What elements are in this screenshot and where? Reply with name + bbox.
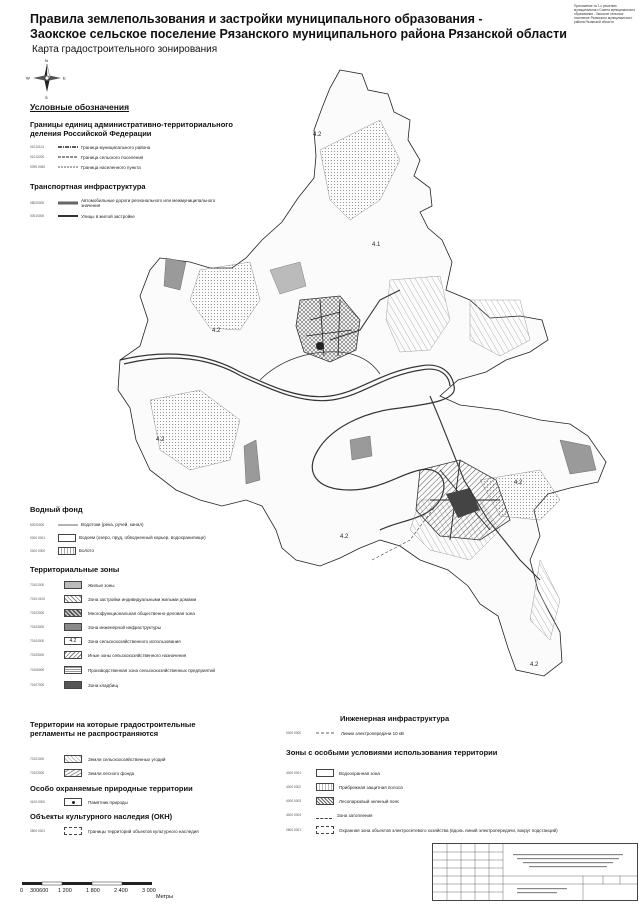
map-subtitle: Карта градостроительного зонирования: [32, 44, 218, 55]
engineering-zone-icon: [64, 623, 82, 631]
heritage-boundary-icon: [64, 827, 82, 835]
legend-item: 2800.0001 Границы территорий объектов культурного наследия: [30, 828, 199, 834]
title-block: [432, 843, 638, 901]
legend-admin: [30, 120, 233, 138]
title-line-1: Правила землепользования и застройки муниципального образования -: [30, 12, 483, 26]
legend-item: 4000.0003 Лесопарковый зеленый пояс: [286, 798, 400, 804]
title-line-2: Заокское сельское поселение Рязанского муниципального района Рязанской области: [30, 27, 567, 41]
green-belt-icon: [316, 797, 334, 805]
legend-item: 0000.0001 Водоем (озеро, пруд, обводненный карьер, водохранилище): [30, 535, 206, 540]
legend-item: 08020000 Автомобильные дороги регионального или межмуниципального значения: [30, 198, 216, 208]
swamp-icon: [58, 547, 76, 555]
legend-item: 70102000 Многофункциональная общественно-деловая зона: [30, 610, 195, 616]
legend-item: 0000.0000 Линии электропередачи 10 кВ: [286, 730, 404, 736]
oopt-title: Особо охраняемые природные территории: [30, 784, 193, 793]
legend-zouit-items: [286, 766, 586, 838]
legend-item: 4000.0002 Прибрежная защитная полоса: [286, 784, 403, 790]
legend-item: 70104000 4.2 Зона сельскохозяйственного использования: [30, 638, 181, 644]
legend-transport-items: [30, 196, 250, 222]
nongrad-title: Территории на которые градостроительные регламенты не распространяются: [30, 720, 196, 738]
legend-item: 2000.0000 Болото: [30, 548, 94, 553]
legend-item: 70101000 Земли сельскохозяйственных угодий: [30, 756, 166, 762]
business-zone-icon: [64, 609, 82, 617]
agri-production-zone-icon: [64, 666, 82, 674]
legend-item: 70105000 Иные зоны сельскохозяйственного назначения: [30, 652, 187, 658]
legend-item: 01010200 Граница сельского поселения: [30, 154, 144, 160]
svg-text:N: N: [45, 58, 48, 63]
map-label-1: 4.2: [313, 132, 322, 138]
svg-text:S: S: [45, 95, 48, 100]
transport-title: Транспортная инфраструктура: [30, 182, 146, 191]
power-grid-zone-icon: [316, 826, 334, 834]
legend-item: 70106000 Производственная зона сельскохозяйственных предприятий: [30, 667, 216, 673]
boundary-district-icon: [58, 145, 78, 149]
engineering-title: Инженерная инфраструктура: [340, 714, 450, 723]
agricultural-zone-icon: 4.2: [64, 637, 82, 645]
map-label-5: 4.2: [514, 480, 523, 486]
nature-monument-icon: [64, 798, 82, 806]
legend-nongrad-items: [30, 752, 260, 780]
boundary-settlement-icon: [58, 155, 78, 159]
legend-item: 70107000 Зона кладбищ: [30, 682, 119, 688]
regional-road-icon: [58, 201, 78, 205]
flood-zone-icon: [316, 812, 332, 819]
coastal-strip-icon: [316, 783, 334, 791]
map-label-7: 4.2: [530, 662, 539, 668]
scale-labels: 0 300600 1 200 1 800 2 400 3 000 Метры: [20, 888, 174, 900]
zones-title: Территориальные зоны: [30, 565, 120, 574]
legend-item: 4000.0001 Водоохранная зона: [286, 770, 380, 776]
legend-item: 0099.0060 Граница населенного пункта: [30, 164, 141, 170]
title-block-grid: [433, 844, 637, 900]
legend-item: 70103000 Зона инженерной инфраструктуры: [30, 624, 161, 630]
legend-item: 70101000 Жилые зоны: [30, 582, 115, 588]
scale-unit: Метры: [156, 894, 174, 900]
legend-item: 00010000 Улицы в жилой застройке: [30, 213, 135, 219]
legend-item: 7010.0100 Зона застройки индивидуальными жилыми домами: [30, 596, 197, 602]
water-protection-zone-icon: [316, 769, 334, 777]
cemetery-zone-icon: [64, 681, 82, 689]
map-label-2: 4.1: [372, 242, 381, 248]
legend-item: 4100.0000 Памятник природы: [30, 799, 128, 805]
water-title: Водный фонд: [30, 505, 83, 514]
other-agri-zone-icon: [64, 651, 82, 659]
admin-title-1: Границы единиц административно-территориального: [30, 120, 233, 129]
svg-text:E: E: [63, 75, 66, 81]
okn-title: Объекты культурного наследия (ОКН): [30, 812, 173, 821]
map-label-4: 4.2: [156, 437, 165, 443]
map-label-6: 4.2: [340, 534, 349, 540]
map-label-3: 4.2: [212, 328, 221, 334]
legend-admin-items: [30, 142, 250, 172]
forest-fund-icon: [64, 769, 82, 777]
legend-item: 70102000 Земли лесного фонда: [30, 770, 135, 776]
svg-text:W: W: [26, 75, 30, 81]
zouit-title: Зоны с особыми условиями использования территории: [286, 748, 498, 757]
boundary-locality-icon: [58, 165, 78, 169]
legend-item: 50020000 Водотоки (река, ручей, канал): [30, 522, 144, 527]
waterbody-icon: [58, 534, 76, 542]
admin-title-2: деления Российской Федерации: [30, 129, 152, 138]
individual-housing-zone-icon: [64, 595, 82, 603]
scale-bar: [22, 882, 152, 885]
street-icon: [58, 214, 78, 218]
legend-item: 01010101 Граница муниципального района: [30, 144, 151, 150]
corner-note: Приложение № 1 к решению муниципального Совета муниципального образования - Заокское сельское поселение Рязанского муниципального района Рязанской области: [574, 4, 636, 24]
residential-zone-icon: [64, 581, 82, 589]
legend-item: 2600.0001 Охранная зона объектов электросетевого хозяйства (вдоль линий электропередачи, вокруг подстанций): [286, 827, 558, 833]
agri-lands-icon: [64, 755, 82, 763]
legend-water-items: [30, 518, 290, 557]
watercourse-icon: [58, 522, 78, 528]
legend-item: 4000.0004 Зона затопления: [286, 812, 373, 818]
power-line-icon: [316, 731, 336, 735]
legend-zone-items: [30, 578, 260, 692]
legend-title: Условные обозначения: [30, 102, 130, 112]
compass-rose-icon: [26, 58, 66, 100]
